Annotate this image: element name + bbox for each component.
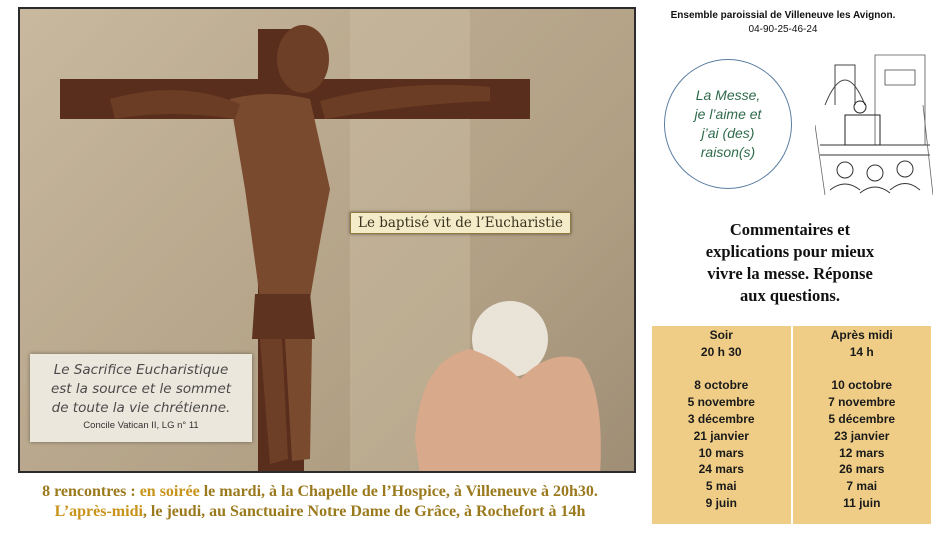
afternoon-date: 7 mai — [846, 479, 878, 494]
church-sketch-illustration — [815, 45, 933, 200]
meeting-info — [20, 482, 620, 522]
phone-number: 04-90-25-46-24 — [748, 24, 818, 35]
evening-date: 5 novembre — [687, 395, 755, 410]
evening-date: 8 octobre — [694, 378, 749, 393]
afternoon-time: 14 h — [849, 344, 874, 359]
afternoon-date: 26 mars — [839, 462, 885, 477]
promo-line: vivre la messe. Réponse — [707, 264, 873, 283]
circle-title — [678, 86, 778, 162]
circle-title-line: je l’aime et — [694, 106, 762, 122]
evening-highlight: en soirée — [139, 483, 200, 500]
title-circle — [664, 59, 792, 189]
quote-line: Le Sacrifice Eucharistique — [53, 362, 229, 378]
quote-line: de toute la vie chrétienne. — [51, 400, 231, 416]
afternoon-date: 12 mars — [839, 445, 885, 460]
evening-title: Soir — [709, 328, 733, 342]
organization-header — [648, 9, 918, 37]
eucharist-label: Le baptisé vit de l’Eucharistie — [350, 212, 571, 234]
afternoon-highlight: L’après-midi — [54, 503, 143, 520]
quote-box — [30, 354, 252, 442]
promo-text — [660, 219, 920, 307]
evening-date: 21 janvier — [693, 428, 749, 443]
organization-name: Ensemble paroissial de Villeneuve les Avignon. — [670, 10, 896, 21]
evening-column — [652, 326, 791, 524]
evening-time: 20 h 30 — [700, 344, 742, 359]
promo-line: explications pour mieux — [705, 242, 875, 261]
meeting-count: 8 rencontres : — [42, 483, 140, 500]
afternoon-column — [793, 326, 932, 524]
evening-date: 24 mars — [698, 462, 744, 477]
evening-date: 10 mars — [698, 445, 744, 460]
evening-date: 5 mai — [705, 479, 737, 494]
afternoon-date: 11 juin — [843, 495, 881, 510]
afternoon-date: 5 décembre — [828, 411, 896, 426]
promo-line: aux questions. — [740, 286, 840, 305]
meeting-info-line-1 — [20, 482, 620, 502]
circle-title-line: La Messe, — [695, 87, 761, 103]
afternoon-title: Après midi — [830, 328, 893, 342]
quote-source: Concile Vatican II, LG n° 11 — [83, 420, 199, 431]
quote-line: est la source et le sommet — [50, 381, 232, 397]
evening-date: 9 juin — [705, 495, 737, 510]
circle-title-line: j’ai (des) — [701, 125, 755, 141]
circle-title-line: raison(s) — [700, 144, 756, 160]
promo-line: Commentaires et — [729, 220, 851, 239]
schedule-table — [652, 326, 931, 524]
evening-details: le mardi, à la Chapelle de l’Hospice, à Villeneuve à 20h30. — [199, 483, 598, 500]
afternoon-date: 23 janvier — [834, 428, 890, 443]
evening-date: 3 décembre — [687, 411, 755, 426]
meeting-info-line-2 — [20, 502, 620, 522]
afternoon-date: 10 octobre — [831, 378, 893, 393]
afternoon-date: 7 novembre — [828, 395, 896, 410]
crucifix-photo — [18, 7, 636, 473]
afternoon-details: , le jeudi, au Sanctuaire Notre Dame de Grâce, à Rochefort à 14h — [142, 503, 586, 520]
